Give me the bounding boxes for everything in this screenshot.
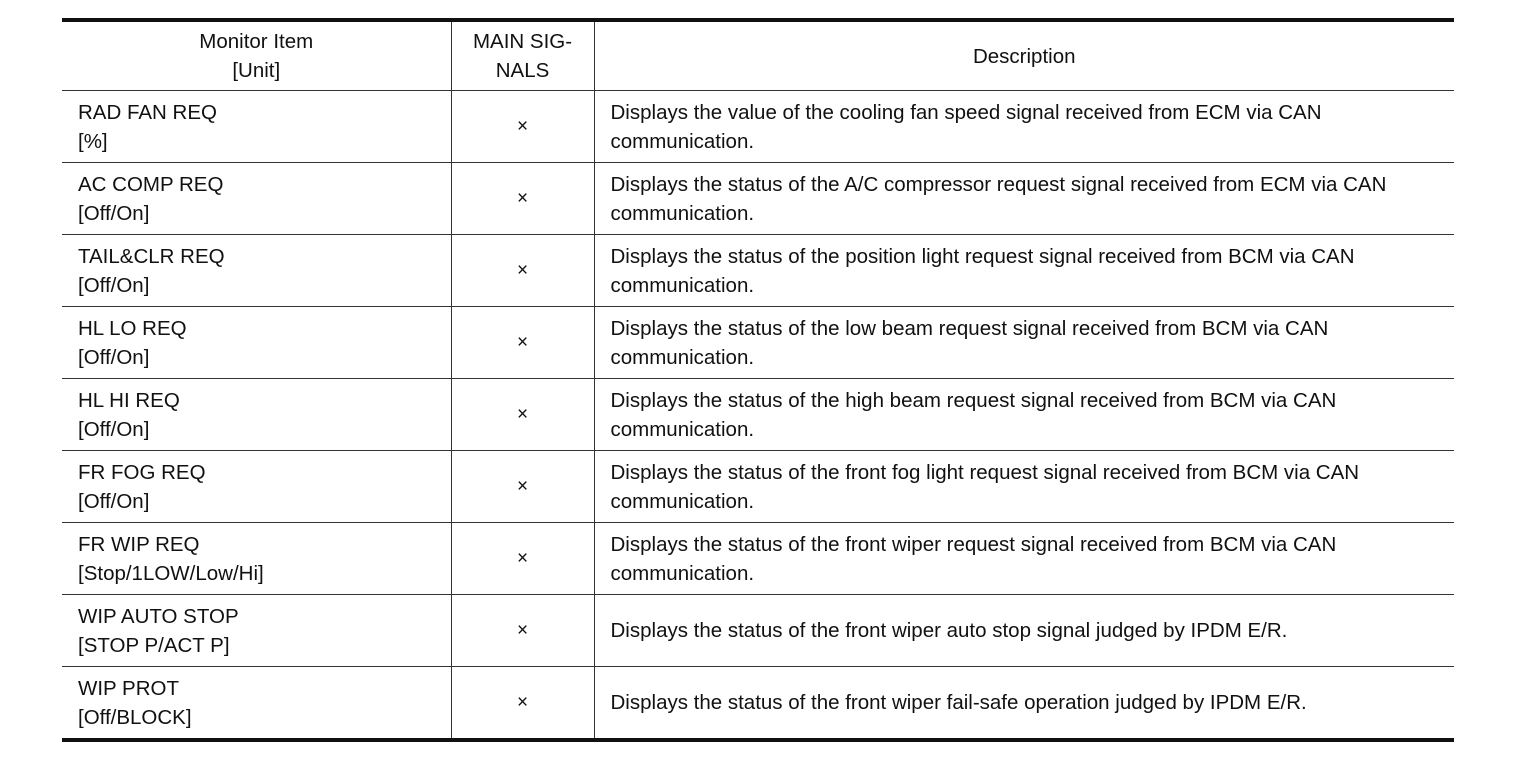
header-main-signals — [451, 20, 594, 91]
monitor-item-name: WIP PROT — [78, 676, 179, 700]
monitor-item-cell — [62, 667, 451, 741]
header-monitor-item-label: Monitor Item — [199, 30, 314, 53]
main-signal-mark: × — [451, 595, 594, 667]
header-unit-label: [Unit] — [232, 59, 281, 82]
header-main-signals-line2: NALS — [495, 59, 550, 82]
monitor-item-unit: [Off/On] — [78, 417, 150, 441]
monitor-item-cell — [62, 163, 451, 235]
description-cell: Displays the status of the front wiper fail-safe operation judged by IPDM E/R. — [594, 667, 1454, 741]
main-signal-mark: × — [451, 235, 594, 307]
main-signal-mark: × — [451, 667, 594, 741]
monitor-item-cell — [62, 595, 451, 667]
header-monitor-item — [62, 20, 451, 91]
monitor-item-name: FR FOG REQ — [78, 460, 206, 484]
table-row — [62, 379, 1454, 451]
description-cell: Displays the status of the front wiper auto stop signal judged by IPDM E/R. — [594, 595, 1454, 667]
monitor-item-cell — [62, 451, 451, 523]
monitor-item-unit: [Off/On] — [78, 273, 150, 297]
monitor-item-unit: [%] — [78, 129, 108, 153]
header-main-signals-line1: MAIN SIG- — [472, 30, 573, 53]
monitor-item-name: RAD FAN REQ — [78, 100, 217, 124]
monitor-item-name: TAIL&CLR REQ — [78, 244, 225, 268]
monitor-item-name: AC COMP REQ — [78, 172, 224, 196]
monitor-item-cell — [62, 379, 451, 451]
main-signal-mark: × — [451, 451, 594, 523]
description-cell: Displays the status of the position light request signal received from BCM via CAN communication. — [594, 235, 1454, 307]
table-row — [62, 91, 1454, 163]
monitor-item-table — [62, 18, 1454, 742]
description-cell: Displays the value of the cooling fan speed signal received from ECM via CAN communication. — [594, 91, 1454, 163]
monitor-item-name: FR WIP REQ — [78, 532, 200, 556]
main-signal-mark: × — [451, 523, 594, 595]
table-header-row — [62, 20, 1454, 91]
monitor-item-unit: [Off/On] — [78, 345, 150, 369]
monitor-item-cell — [62, 523, 451, 595]
table-row — [62, 523, 1454, 595]
monitor-item-cell — [62, 91, 451, 163]
monitor-item-unit: [Stop/1LOW/Low/Hi] — [78, 561, 264, 585]
description-cell: Displays the status of the low beam request signal received from BCM via CAN communication. — [594, 307, 1454, 379]
main-signal-mark: × — [451, 379, 594, 451]
main-signal-mark: × — [451, 307, 594, 379]
main-signal-mark: × — [451, 163, 594, 235]
monitor-item-name: HL HI REQ — [78, 388, 180, 412]
description-cell: Displays the status of the front wiper request signal received from BCM via CAN communication. — [594, 523, 1454, 595]
description-cell: Displays the status of the A/C compressor request signal received from ECM via CAN communication. — [594, 163, 1454, 235]
table-body — [62, 91, 1454, 741]
monitor-item-name: HL LO REQ — [78, 316, 187, 340]
header-description: Description — [594, 20, 1454, 91]
table-row — [62, 307, 1454, 379]
monitor-item-cell — [62, 235, 451, 307]
description-cell: Displays the status of the front fog light request signal received from BCM via CAN communication. — [594, 451, 1454, 523]
description-cell: Displays the status of the high beam request signal received from BCM via CAN communication. — [594, 379, 1454, 451]
table-row — [62, 595, 1454, 667]
main-signal-mark: × — [451, 91, 594, 163]
monitor-item-unit: [Off/On] — [78, 489, 150, 513]
monitor-item-name: WIP AUTO STOP — [78, 604, 239, 628]
table-row — [62, 667, 1454, 741]
table-row — [62, 235, 1454, 307]
monitor-item-unit: [Off/BLOCK] — [78, 705, 192, 729]
monitor-item-cell — [62, 307, 451, 379]
monitor-item-unit: [Off/On] — [78, 201, 150, 225]
monitor-item-unit: [STOP P/ACT P] — [78, 633, 230, 657]
table-row — [62, 163, 1454, 235]
table-row — [62, 451, 1454, 523]
